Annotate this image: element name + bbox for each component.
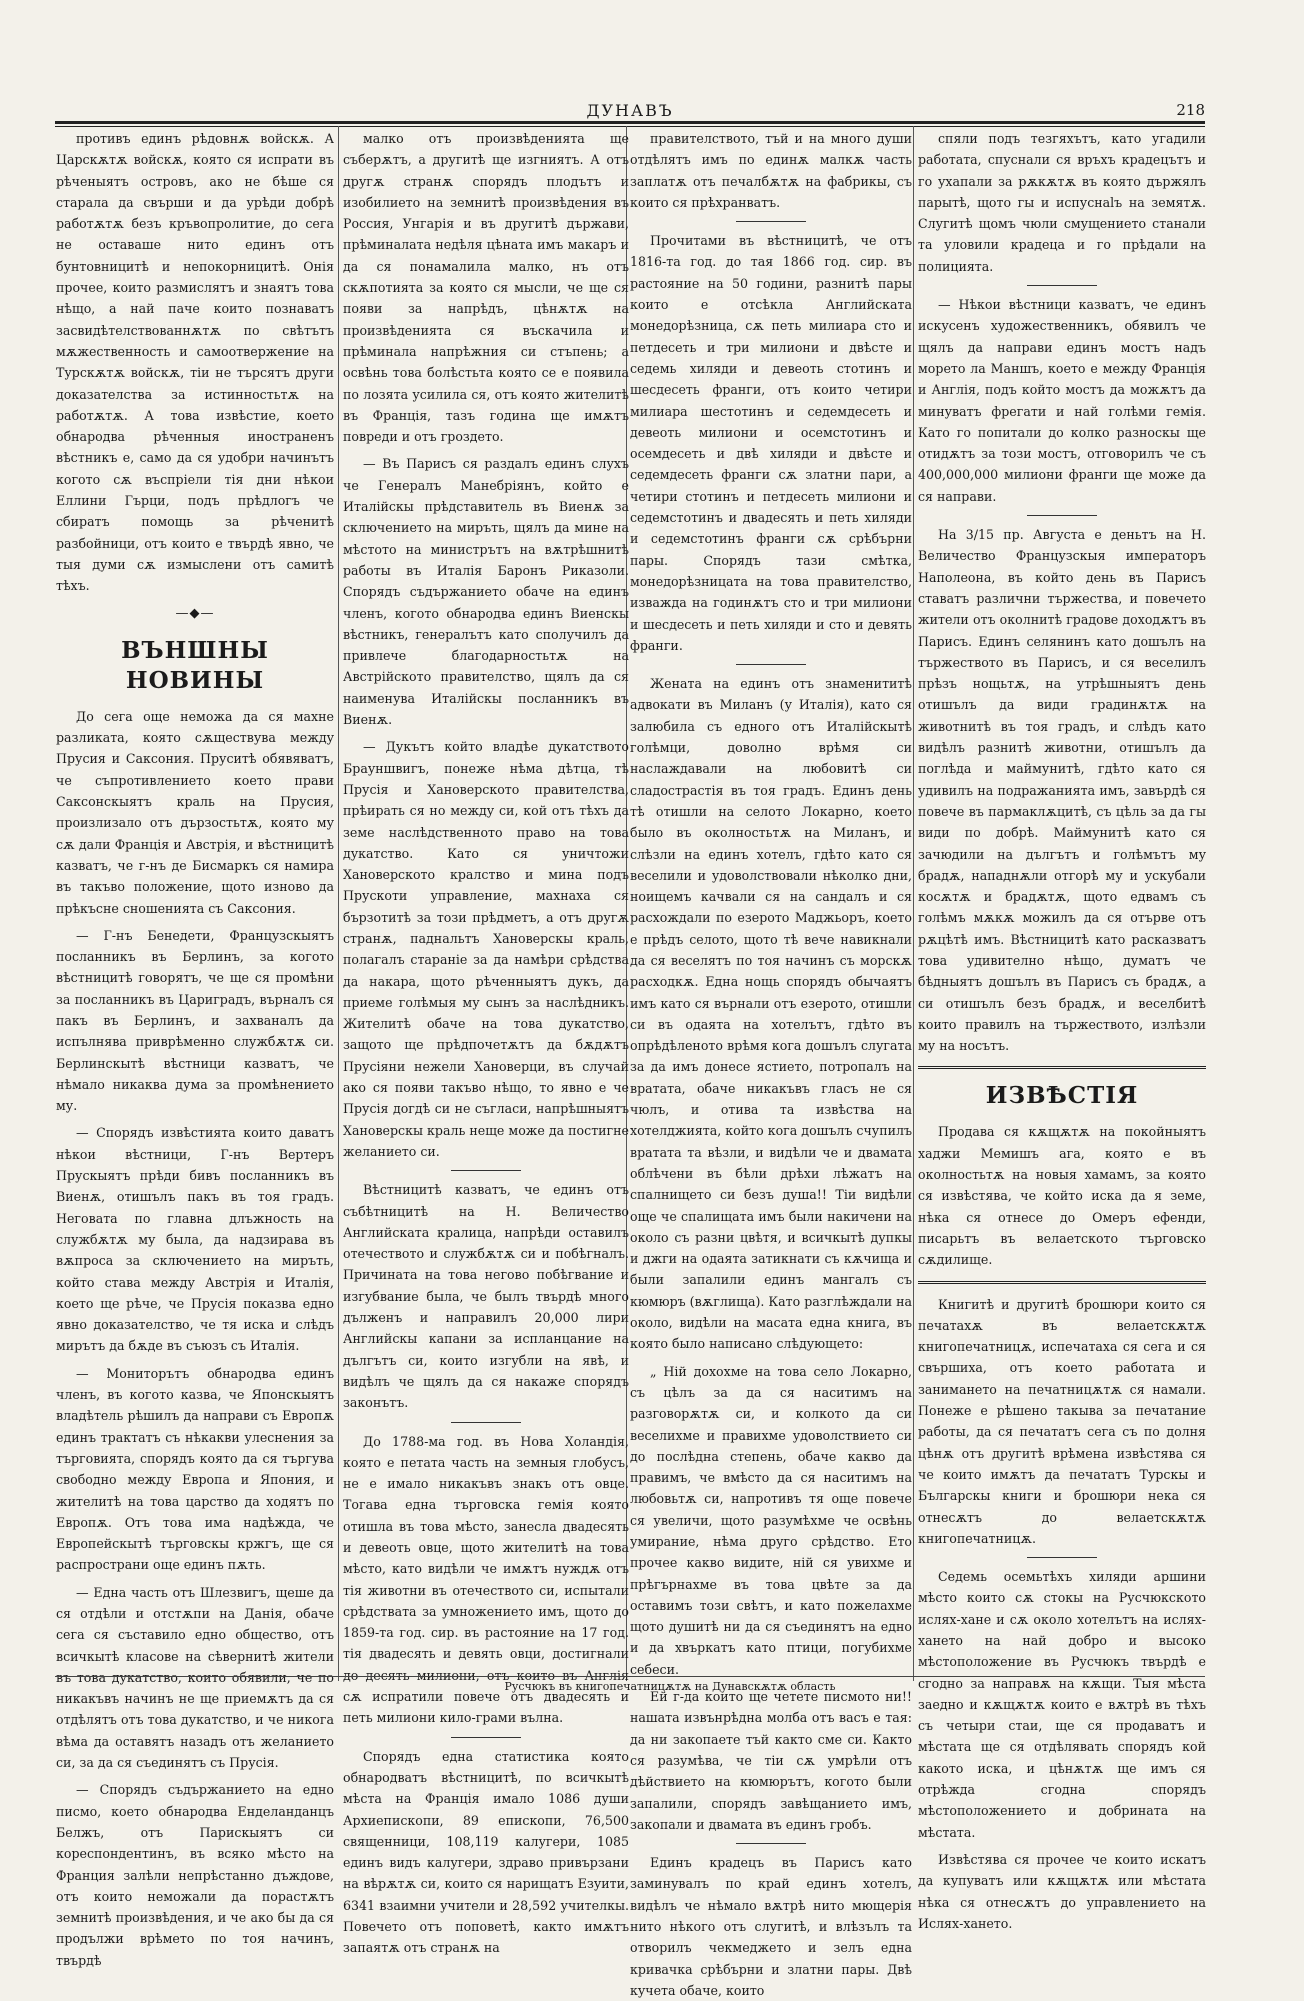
article-paragraph: До 1788-ма год. въ Нова Холандія, която е петата часть на земныя глобусъ, не е имало никакъвъ знакъ отъ овце. Тогава една търговска гемія която отишла въ това мѣсто, занесла двадесять и девеоть овце, щото жителитѣ на това мѣсто, като видѣли че имѫтъ нуждѫ отъ тія животни въ отечеството си, испытали срѣдствата за умножението имъ, щото до 1859-та год. сир. въ растояние на 17 год. тія двадесять и девять овци, достигнали до десять милиони, отъ които въ Англія сѫ испратили повече отъ двадесять и петь милиони кило-грами вълна. (343, 1433, 629, 1726)
column-1 (56, 128, 334, 1968)
footer-rule (55, 1676, 1205, 1677)
article-paragraph: Книгитѣ и другитѣ брошюри които ся печатахѫ въ велаетскѫтѫ книгопечатницѫ, испечатаха ся сега и ся свършиха, отъ което работата и занимането на печатницѫтѫ ся намали. Понеже е рѣшено такыва за печатание работы, да ся печататъ сега съ по долня цѣнѫ отъ другитѣ врѣмена извѣстява ся че които имѫтъ да печататъ Турскы и Българскы книги и брошюри нека ся отнесѫтъ до велаетскѫтѫ книгопечатницѫ. (918, 1296, 1206, 1546)
article-paragraph: Седемь осемьтѣхъ хиляди аршини мѣсто които сѫ стокы на Русчюкското ислях-хане и сѫ около хотелътъ на ислях-хането на най добро и высоко мѣстоположение въ Русчюкъ твърдѣ е сгодно за направѫ на кѫщи. Тыя мѣста заедно и кѫщѫтѫ които е вѫтрѣ въ тѣхъ съ четыри стаи, ще ся продаватъ и мѣстата ще ся отдѣлявать спорядъ кой какото иска, и цѣнѫтѫ ще имъ ся отрѣжда сгодна спорядъ мѣстоположението и добрината на мѣстата. (918, 1569, 1206, 1840)
section-heading: ВЪНШНЫ НОВИНЫ (121, 636, 269, 694)
article-paragraph: „ Ній дохохме на това село Локарно, съ цѣлъ за да ся наситимъ на разговорѫтѫ си, и колкото да си веселихме и правихме удоволствието си до послѣдна степень, обаче какво да правимъ, че вмѣсто да ся наситимъ на любовьтѫ си, напротивъ тя още повече ся увеличи, щото разумѣхме че освѣнь умирание, нѣма друго срѣдство. Ето прочее какво видите, ній ся увихме и прѣгърнахме въ това цвѣте за да оставимъ този свѣтъ, и като пожелахме щото душитѣ ни да ся съединятъ на едно и да хвъркатъ като птици, погубихме себеси. (630, 1363, 912, 1677)
article-separator (451, 1170, 521, 1171)
article-paragraph: малко отъ произвѣденията ще съберѫтъ, а другитѣ ще изгниятъ. А отъ другѫ странѫ спорядъ плодътъ и изобилието на земнитѣ произвѣдения въ Россия, Унгарія и въ другитѣ държави, прѣминалата недѣля цѣната имъ макаръ и да ся понамалила малко, нъ отъ скѫпотията за която ся мысли, че ще ся появи за напрѣдъ, цѣнѫтѫ на произвѣденията ся въскачила и прѣминала напрѣжния си стъпень; а освѣнь това болѣстьта която се е появила по лозята усилила ся, отъ която жителитѣ въ Франція, тазъ година ще имѫтъ повреди и отъ гроздето. (343, 131, 629, 445)
column-divider (913, 126, 914, 1681)
article-paragraph: Прочитами въ вѣстницитѣ, че отъ 1816-та год. до тая 1866 год. сир. въ растояние на 50 години, разнитѣ пары които е отсѣкла Английската монедорѣзница, сѫ петь милиара сто и петдесеть и три милиони и двѣсте и седемь хиляди и девеоть стотинъ и шесдесеть франги, отъ които четири милиара шестотинъ и седемдесеть и девеоть милиони и осемстотинъ и осемдесеть и двѣ хиляди и двѣсте и седемдесеть франги сѫ златни пари, а четири стотинъ и петдесеть милиони и седемстотинъ и двадесять и петь хиляди и седемстотинъ франги сѫ срѣбърни пары. Спорядъ тази смѣтка, монедорѣзницата на това правителство, изважда на годинѫтъ сто и три милиони и шесдесеть и петь хиляди и сто и девять франги. (630, 233, 912, 653)
article-paragraph: Продава ся кѫщѫтѫ на покойныятъ хаджи Мемишъ ага, която е въ околностьтѫ на новыя хамамъ, за която ся извѣстява, че който иска да я земе, нѣка ся отнесе до Омеръ ефенди, писарьтъ въ велаетското търговско сѫдилище. (918, 1124, 1206, 1268)
article-separator (451, 1737, 521, 1738)
article-paragraph: — Спорядъ съдържанието на едно писмо, което обнародва Енделанданцъ Белжъ, отъ Парискыятъ си кореспондентинъ, въ всяко мѣсто на Франция залѣли непрѣстанно дъждове, отъ които неможали да порастѫтъ земнитѣ произвѣдения, и че ако бы да ся продължи врѣмето по тоя начинъ, твърдѣ (56, 1782, 334, 1968)
double-rule (918, 1281, 1206, 1284)
article-separator (1027, 285, 1097, 286)
article-paragraph: Единъ крадецъ въ Парисъ като заминувалъ по край единъ хотелъ, видѣлъ че нѣмало вѫтрѣ нито мющерія нито нѣкого отъ слугитѣ, и влѣзълъ та отворилъ чекмеджето и зелъ една кривачка срѣбърни и златни пары. Двѣ кучета обаче, които (630, 1855, 912, 1998)
article-paragraph: правителството, тъй и на много души отдѣлятъ имъ по единѫ малкѫ часть заплатѫ отъ печалбѫтѫ на фабрикы, съ които ся прѣхранватъ. (630, 131, 912, 210)
article-paragraph: — Една часть отъ Шлезвигъ, щеше да ся отдѣли и отстѫпи на Данія, обаче сега ся съставило едно общество, отъ всичкытѣ класове на сѣвернитѣ жители въ това дукатство, които обявили, че по никакъвъ начинъ не ще приемѫтъ да ся отдѣлятъ отъ това дукатство, и че никога вѣма да оставятъ назадъ отъ желанието си, за да ся съединятъ съ Прусія. (56, 1584, 334, 1771)
header-rule (55, 121, 1205, 127)
ornament-divider: —◆— (175, 605, 215, 621)
article-paragraph: спяли подъ тезгяхътъ, като угадили работата, спуснали ся връхъ крадецътъ и го ухапали за рѫкѫтѫ въ която държялъ парытѣ, щото гы и испуснalъ на земятѫ. Слугитѣ щомъ чюли смущението станали та уловили крадеца и го прѣдали на полицията. (918, 131, 1206, 274)
page-number: 218 (1176, 101, 1205, 119)
section-heading: ИЗВѢСТІЯ (985, 1082, 1139, 1110)
column-divider (338, 126, 339, 1681)
imprint-footer: Русчюкъ въ книгопечатницѫтѫ на Дунавскѫтѫ область (504, 1680, 836, 1693)
newspaper-title: ДУНАВЪ (586, 101, 674, 120)
article-separator (1027, 515, 1097, 516)
article-paragraph: — Г-нъ Бенедети, Французскыятъ посланникъ въ Берлинъ, за когото вѣстницитѣ говорятъ, че ще ся промѣни за посланникъ въ Цариградъ, върналъ ся пакъ въ Берлинъ, и захваналъ да испълнява приврѣменно службѫтѫ си. Берлинскытѣ вѣстници казватъ, че нѣмало никаква дума за промѣнението му. (56, 927, 334, 1114)
article-paragraph: — Дукътъ който владѣе дукатството Брауншвигъ, понеже нѣма дѣтца, тѣ Прусія и Хановерското правителства, прѣирать ся но между си, кой отъ тѣхъ да земе наслѣдственното право на това дукатство. Като ся уничтожи Хановерското кралство и мина подъ Прускоти управление, махнаха ся бързотитѣ за този прѣдметъ, а отъ другѫ странѫ, паднальтъ Хановерскы краль, полагалъ стараніе за да намѣри срѣдства да накара, щото рѣченныятъ дукъ, да приеме голѣмыя му сынъ за наслѣдникъ. Жителитѣ обаче на това дукатство, защото ще прѣдпочетѫтъ да бѫдѫтъ Прусіяни нежели Хановерци, въ случай ако ся появи такъво нѣщо, то явно е че Прусія догдѣ си не съгласи, напрѣшныятъ Хановерскы краль неще може да постигне желанието си. (343, 739, 629, 1159)
article-separator (736, 664, 806, 665)
article-paragraph: Ей г-да които ще четете писмото ни!! нашата извънрѣдна молба отъ васъ е тая: да ни закопаете тъй както сме си. Както ся разумѣва, че тіи сѫ умрѣли отъ дѣйствието на кюмюрътъ, когото были запалили, спорядъ завѣщанието имъ, закопали и двамата въ единъ гробъ. (630, 1689, 912, 1832)
article-separator (736, 221, 806, 222)
article-paragraph: — Спорядъ извѣстията които даватъ нѣкои вѣстници, Г-нъ Вертеръ Прускыятъ прѣди бивъ посланникъ въ Виенѫ, отишълъ пакъ въ тоя градъ. Неговата по главна длъжность на службѫтѫ му была, да надзирава въ вѫпроса за сключението на миръть, който става между Австрія и Италія, което ще рѣче, че Прусія показва едно явно доказателство, че тя иска и слѣдъ мирътъ да бѫде въ съюзъ съ Италія. (56, 1125, 334, 1354)
article-paragraph: Жената на единъ отъ знаменититѣ адвокати въ Миланъ (у Италія), като ся залюбила съ едного отъ Италійскытѣ голѣмци, доволно врѣмя си наслаждавали на любовитѣ си сладострастія въ тоя градъ. Единъ день тѣ отишли на селото Локарно, което было въ околностьтѫ на Миланъ, и слѣзли на единъ хотелъ, гдѣто като ся веселили и удоволствовали нѣколко дни, ноищемъ качвали ся на сандалъ и ся расхождали по езерото Маджьоръ, което е прѣдъ селото, щото тѣ вече навикнали да ся веселятъ по тоя начинъ съ морскѫ расходкѫ. Една нощь спорядъ обычаятъ имъ като ся върнали отъ езерото, отишли си въ одаята на хотелътъ, гдѣто въ опрѣдѣленото врѣмя кога дошълъ слугата за да имъ донесе ястието, потропалъ на вратата, обаче никакъвъ гласъ не ся чюлъ, и отива та извѣствa на хотелджията, който кога дошълъ счупилъ вратата та вѣзли, и видѣли че и двамата облѣчени въ бѣли дрѣхи лѣжатъ на спалнището си безъ душа!! Тіи видѣли още че спалищата имъ были накичени на около съ разни цвѣтя, и всичкытѣ дупкы и джги на одаята затикнати съ кѫчища и были запалили единъ мангалъ съ кюмюръ (вѫглища). Като разглѣждали на около, видѣли на масата една книга, въ която было написано слѣдующето: (630, 676, 912, 1352)
double-rule (918, 1066, 1206, 1069)
article-paragraph: На 3/15 пр. Августа е деньтъ на Н. Величество Французскыя императоръ Наполеона, въ който день въ Парисъ ставатъ различни тържества, и повечето жители отъ околнитѣ градове доходѫтъ въ Парисъ. Единъ селянинъ като дошълъ на тържеството въ Парисъ, и ся веселилъ прѣзъ нощьтѫ, на утрѣшныятъ день отишълъ да види градинѫтѫ на животнитѣ въ тоя градъ, и слѣдъ като видѣлъ разнитѣ животни, отишълъ да поглѣда и маймунитѣ, гдѣто като ся удивилъ на подражанията имъ, завърдѣ ся повече въ пармаклѫцитѣ, съ цѣль за да гы види по добрѣ. Маймунитѣ като ся зачюдили на дългътъ и голѣмътъ му брадѫ, нападнѫли отгорѣ му и ускубали косѫтѫ и брадѫтѫ, щото едвамъ съ голѣмъ мѫкѫ можилъ да ся отърве отъ рѫцѣтѣ имъ. Вѣстницитѣ като расказватъ това удивително нѣщо, думатъ че бѣдныятъ дошълъ въ Парисъ съ брадѫ, а си отишълъ безъ брадѫ, и веселбитѣ които правилъ на тържеството, излѣзли му на носътъ. (918, 527, 1206, 1054)
article-paragraph: — Въ Парисъ ся раздалъ единъ слухъ че Генералъ Манебріянъ, който е Италійскы прѣдставитель въ Виенѫ за сключението на миръть, щялъ да мине на мѣстото на министрътъ на вѫтрѣшнитѣ работы въ Италія Баронъ Риказоли. Спорядъ съдържанието обаче на единъ членъ, когото обнародва единъ Виенскы вѣстникъ, генералътъ като сполучилъ да привлече благодарностьтѫ на Австрійското правителство, щялъ да ся наименува Италійскы посланникъ въ Виенѫ. (343, 456, 629, 728)
article-separator (736, 1843, 806, 1844)
column-4 (918, 128, 1206, 1931)
article-paragraph: — Мониторътъ обнародва единъ членъ, въ когото казва, че Японскыятъ владѣтель рѣшилъ да направи съ Европѫ единъ трактатъ съ нѣкакви улеснения за търговията, спорядъ която да ся търгува свободно между Европа и Япония, и жителитѣ на това царство да ходятъ по Европѫ. Отъ това има надѣжда, че Европейскытѣ търговскы кржгъ, ще ся распространи още единъ пѫть. (56, 1365, 334, 1573)
article-separator (1027, 1557, 1097, 1558)
article-paragraph: Извѣстява ся прочее че които искатъ да купуватъ или кѫщѫтѫ или мѣстата нѣка ся отнесѫтъ до управлението на Ислях-хането. (918, 1851, 1206, 1931)
article-paragraph: Вѣстницитѣ казватъ, че единъ отъ събѣтницитѣ на Н. Величество Английската кралица, напрѣди оставилъ отечеството и службѫтѫ си и побѣгналъ. Причината на това негово побѣгвание и изгубвание была, че былъ твърдѣ много дълженъ и направилъ 20,000 лири Английскы капани за испланцание на дългътъ си, които изгубли на явѣ, и видѣлъ че щялъ да ся накаже спорядъ законътъ. (343, 1182, 629, 1411)
page-header (55, 101, 1205, 123)
article-paragraph: противъ единъ рѣдовнѫ войскѫ. А Царскѫтѫ войскѫ, която ся испрати въ рѣченыятъ островъ, ако не бѣше ся старала да свърши и да урѣди добрѣ работѫтѫ безъ кръвопролитие, до сега не оставаше нито единъ отъ бунтовницитѣ и непокорницитѣ. Онія прочее, които размислятъ и знаятъ това нѣщо, а най паче които познаватъ засвидѣтелствованнѫтѫ по свѣтътъ мѫжественность и самоотвержение на Турскѫтѫ войскѫ, тіи не търсятъ други доказателства за истинностьтѫ на работѫтѫ. А това извѣстие, което обнародва рѣченныя иностраненъ вѣстникъ е, само да ся удобри начинътъ когото сѫ въспріели тія дни нѣкои Еллини Гърци, подъ прѣдлогъ че сбиратъ помощь за рѣченитѣ разбойници, отъ които е твърдѣ явно, че тыя думи сѫ измыслени отъ самитѣ тѣхъ. (56, 131, 334, 594)
article-paragraph: До сега още неможа да ся махне разликата, която сѫществува между Прусия и Саксония. Пруситѣ обявяватъ, че съпротивлението което прави Саксонскыятъ краль на Прусия, произлизало отъ дързостьтѫ, която му сѫ дали Франція и Австрія, и вѣстницитѣ казватъ, че г-нъ де Бисмаркъ ся намира въ такъво положение, щото изново да прѣкъсне сношенията съ Саксония. (56, 708, 334, 916)
column-2 (343, 128, 629, 1956)
article-paragraph: — Нѣкои вѣстници казватъ, че единъ искусенъ художественникъ, обявилъ че щялъ да направи единъ мостъ надъ морето ла Маншъ, което е между Франція и Англія, подъ който мостъ да можѫтъ да минуватъ фрегати и най голѣми гемія. Като го попитали до колко разноскы ще отидѫтъ за този мостъ, отговорилъ че съ 400,000,000 милиони франги ще може да ся направи. (918, 297, 1206, 504)
article-separator (451, 1422, 521, 1423)
article-paragraph: Спорядъ една статистика която обнародватъ вѣстницитѣ, по всичкытѣ мѣста на Франція имало 1086 души Архиепископи, 89 епископи, 76,500 священници, 108,119 калугери, 1085 единъ видъ калугери, здраво привързани на вѣрѫтѫ си, които ся нарищатъ Езуити, 6341 взаимни учители и 28,592 учителкы. Повечето отъ поповетѣ, както имѫтъ запаятѫ отъ странѫ на (343, 1748, 629, 1956)
